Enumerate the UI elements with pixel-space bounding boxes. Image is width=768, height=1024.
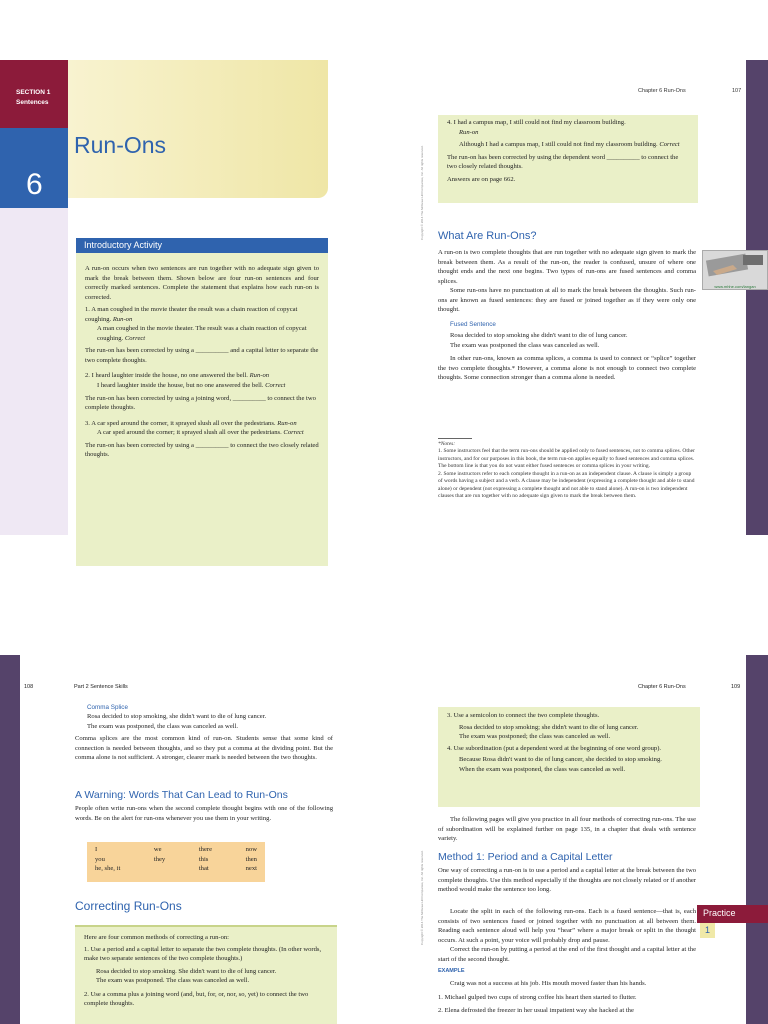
chapter-title: Run-Ons — [74, 132, 167, 158]
words-col-3: there this that — [198, 846, 213, 873]
chapter-number: 6 — [26, 168, 43, 201]
i4-a-tag: Run-on — [459, 128, 479, 136]
what-p1: A run-on is two complete thoughts that are run together with no adequate sign given to mark the break between them. As a result of the run-on, the reader is confused, unsure of where one thought ends and the next one begins. Two types of run-ons are fused sentences and comma splices. — [438, 249, 696, 285]
words-col-1: I you he, she, it — [95, 846, 121, 873]
notes-divider — [438, 438, 472, 439]
note-1: 1. Some instructors feel that the term run-ons should be applied only to fused sentences, not to comma splices. Other instructors, and for our purposes in this book, the term run-on applies equally to fused sentences and comma splices. The bottom line is that you do not want either fused sentences or comma splices in your writing. — [438, 448, 695, 470]
i4-fill: The run-on has been corrected by using the dependent word __________ to connect the two closely related thoughts. — [447, 153, 679, 171]
chapter-number-block — [0, 128, 68, 208]
note-2: 2. Some instructors refer to each complete thought in a run-on as an independent clause. A clause is simply a group of words having a subject and a verb. A clause may be independent (expressing a complete thought and able to stand alone) or dependent (not expressing a complete thought and not able to stand alone). A run-on is two independent clauses that are run together with no adequate sign given to mark the break between them. — [438, 470, 695, 499]
i1-b: A man coughed in the movie theater. The result was a chain reaction of copycat coughing. Correct — [97, 325, 307, 342]
m4-ex2: When the exam was postponed, the class was canceled as well. — [459, 765, 626, 773]
i2-a: 2. I heard laughter inside the house, no one answered the bell. Run-on — [85, 372, 270, 380]
methods-box-cont — [438, 707, 700, 807]
i1-a: 1. A man coughed in the movie theater the result was a chain reaction of copycat coughing. Run-on — [85, 306, 298, 323]
practice-para2: Correct the run-on by putting a period at the end of the first thought and a capital letter at the start of the second thought. — [438, 946, 696, 963]
chapter-title-banner — [68, 60, 328, 198]
method-title: Method 1: Period and a Capital Letter — [438, 851, 613, 863]
practice-number: 1 — [700, 923, 715, 938]
exercise-1: 1. Michael gulped two cups of strong coffee his heart then started to flutter. — [438, 993, 637, 1001]
i3-b: A car sped around the corner; it sprayed slush all over the pedestrians. Correct — [97, 429, 304, 437]
i1-fill: The run-on has been corrected by using a __________ and a capital letter to separate the two complete thoughts. — [85, 347, 319, 364]
page-109 — [384, 655, 768, 1024]
notes-label: *Notes: — [438, 441, 456, 447]
page-num-107: 107 — [732, 88, 742, 94]
splice-ex2: The exam was postponed, the class was canceled as well. — [87, 722, 239, 730]
keyboard-hand-icon — [703, 251, 767, 279]
right-edge-strip — [746, 60, 768, 535]
i4-b: Although I had a campus map, I still could not find my classroom building. Correct — [459, 141, 680, 149]
i2-b: I heard laughter inside the house, but no one answered the bell. Correct — [97, 382, 286, 390]
example-label: EXAMPLE — [438, 968, 465, 975]
m1-ex1: Rosa decided to stop smoking. She didn't want to die of lung cancer. — [96, 967, 277, 975]
section-tab — [0, 60, 68, 128]
exercise-2: 2. Elena defrosted the freezer in her usual impatient way she hacked at the — [438, 1007, 634, 1015]
left-edge-strip — [0, 655, 20, 1024]
page-107 — [0, 60, 768, 535]
copyright-109: Copyright © 2014 The McGraw-Hill Companies, Inc. All rights reserved. — [420, 850, 424, 945]
m1: 1. Use a period and a capital letter to separate the two complete thoughts. (In other words, make two separate sentences of the two complete thoughts.) — [84, 945, 322, 963]
header-108: Part 2 Sentence Skills — [74, 684, 128, 690]
section-label: SECTION 1 — [16, 89, 51, 96]
fused-ex2: The exam was postponed the class was canceled as well. — [450, 341, 600, 349]
i3-fill: The run-on has been corrected by using a __________ to connect the two closely related thoughts. — [85, 441, 319, 459]
m3-ex1: Rosa decided to stop smoking; she didn't want to die of lung cancer. — [459, 723, 639, 731]
m2: 2. Use a comma plus a joining word (and, but, for, or, nor, so, yet) to connect the two complete thoughts. — [84, 990, 309, 1008]
page-108 — [0, 655, 384, 1024]
i3-a: 3. A car sped around the corner, it sprayed slush all over the pedestrians. Run-on — [85, 419, 297, 427]
i2-fill: The run-on has been corrected by using a joining word, __________ to connect the two complete thoughts. — [85, 394, 316, 412]
m3: 3. Use a semicolon to connect the two complete thoughts. — [447, 712, 600, 719]
page-num-109: 109 — [731, 684, 741, 690]
para-108: Comma splices are the most common kind of run-on. Students sense that some kind of connection is needed between thoughts, and so they put a comma at the dividing point. But the comma alone is not sufficient. A stronger, clearer mark is needed between the two thoughts. — [75, 735, 333, 762]
web-graphic[interactable] — [702, 250, 768, 290]
methods-intro: Here are four common methods of correcting a run-on: — [84, 934, 230, 941]
web-link[interactable]: www.mhhe.com/langan — [714, 284, 756, 289]
intro-title: Introductory Activity — [76, 238, 328, 253]
header-109: Chapter 6 Run-Ons — [638, 684, 686, 690]
what-p3: In other run-ons, known as comma splices, a comma is used to connect or “splice” together the two complete thoughts.* However, a comma alone is not enough to connect two complete thoughts. Some connection stronger than a comma alone is needed. — [438, 355, 696, 382]
intro-para: A run-on occurs when two sentences are run together with no adequate sign given to mark the break between them. Shown below are four run-on sentences and four correctly marked sentences. Complete the statement that explains how each run-on is corrected. — [85, 265, 319, 301]
right-edge-strip-109 — [746, 655, 768, 905]
correct-title: Correcting Run-Ons — [75, 899, 182, 913]
intro-continuation-box — [438, 115, 698, 203]
header-107: Chapter 6 Run-Ons — [638, 88, 686, 94]
intro-activity-box — [76, 238, 328, 566]
m4: 4. Use subordination (put a dependent word at the beginning of one word group). — [447, 744, 662, 752]
m4-ex1: Because Rosa didn't want to die of lung cancer, she decided to stop smoking. — [459, 756, 662, 764]
warn-para: People often write run-ons when the second complete thought begins with one of the following words. Be on the alert for run-ons whenever you use them in your writing. — [75, 805, 333, 822]
m3-ex2: The exam was postponed; the class was canceled as well. — [459, 733, 611, 741]
method-para: One way of correcting a run-on is to use a period and a capital letter at the break between the two complete thoughts. Use this method especially if the thoughts are not closely related or if another method would make the sentence too long. — [438, 867, 696, 894]
answers-note: Answers are on page 662. — [447, 175, 516, 183]
warn-title: A Warning: Words That Can Lead to Run-Ons — [75, 789, 288, 801]
section-sub: Sentences — [16, 98, 49, 106]
splice-label: Comma Splice — [87, 704, 128, 711]
m1-ex2: The exam was postponed. The class was canceled as well. — [96, 977, 250, 985]
what-title: What Are Run-Ons? — [438, 230, 537, 242]
example-text: Craig was not a success at his job. His mouth moved faster than his hands. — [450, 980, 647, 988]
warning-words-box — [87, 842, 265, 882]
what-p2: Some run-ons have no punctuation at all to mark the break between the thoughts. Such run-ons are known as fused sentences: they are fused or joined together as if they were only one thought. — [438, 287, 696, 314]
i4-a: 4. I had a campus map, I still could not find my classroom building. — [447, 119, 626, 126]
practice-para1: Locate the split in each of the following run-ons. Each is a fused sentence—that is, each consists of two sentences fused or joined together with no punctuation at all between them. Reading each sentence aloud will help you “hear” where a major break or split in the thought occurs. At such a point, your voice will probably drop and pause. — [438, 908, 696, 944]
follow-para: The following pages will give you practice in all four methods of correcting run-ons. The use of subordination will be explained further on page 135, in a chapter that deals with sentence variety. — [438, 816, 696, 843]
methods-box — [75, 925, 337, 1024]
copyright-107: Copyright © 2014 The McGraw-Hill Companies, Inc. All rights reserved. — [420, 145, 424, 240]
page-num-108: 108 — [24, 684, 34, 690]
practice-tab — [697, 905, 768, 923]
words-col-4: now then next — [245, 846, 257, 873]
practice-label: Practice — [703, 908, 736, 918]
words-col-2: we they — [153, 846, 166, 863]
fused-label: Fused Sentence — [450, 320, 496, 328]
fused-ex1: Rosa decided to stop smoking she didn't want to die of lung cancer. — [450, 331, 628, 339]
splice-ex1: Rosa decided to stop smoking, she didn't want to die of lung cancer. — [87, 713, 267, 721]
